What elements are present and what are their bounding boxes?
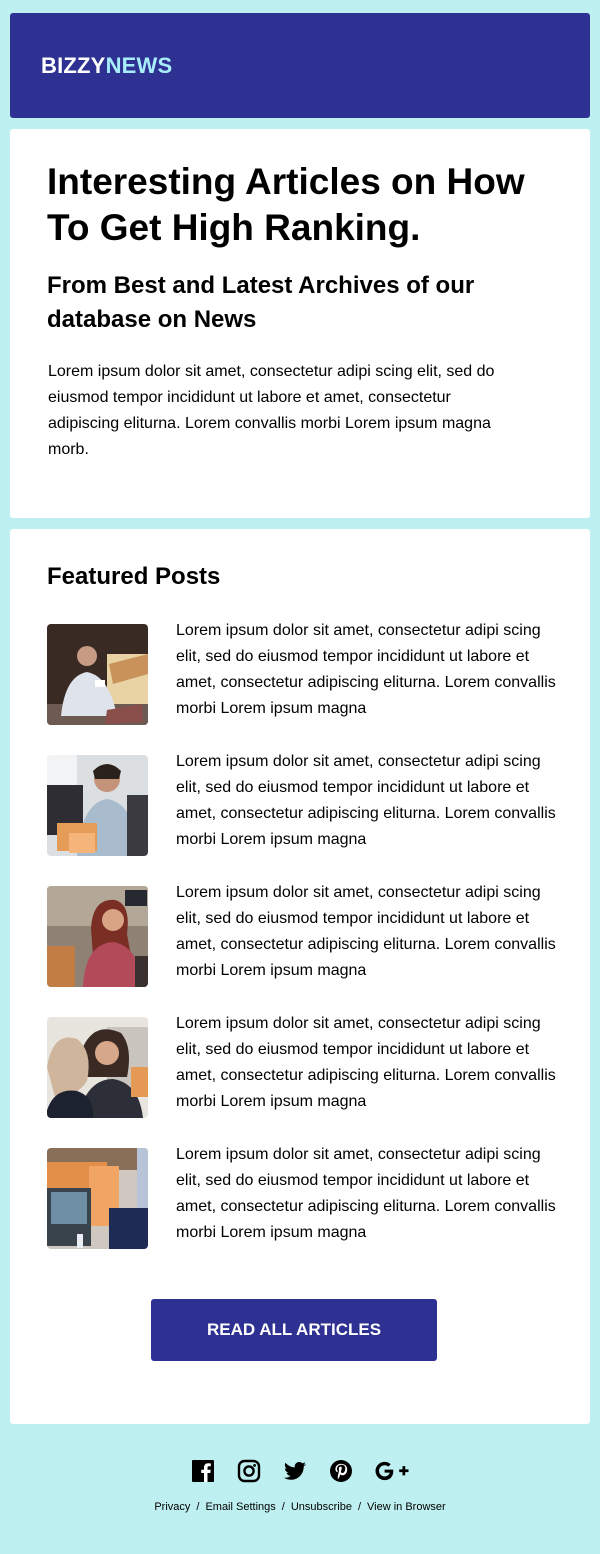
post-item[interactable] bbox=[47, 755, 557, 856]
hero-subtitle: From Best and Latest Archives of our database on News bbox=[47, 272, 475, 333]
email-header bbox=[10, 13, 590, 118]
google-plus-icon[interactable] bbox=[375, 1459, 409, 1483]
brand-logo[interactable] bbox=[41, 53, 172, 79]
post-excerpt: Lorem ipsum dolor sit amet, consectetur adipi scing elit, sed do eiusmod tempor incididunt ut labore et amet, consectetur adipiscing eliturna. Lorem convallis morbi Lorem ipsum magna bbox=[176, 1015, 556, 1110]
post-item[interactable] bbox=[47, 886, 557, 987]
unsubscribe-link[interactable]: Unsubscribe bbox=[290, 1501, 352, 1513]
hero-body: Lorem ipsum dolor sit amet, consectetur adipi scing elit, sed do eiusmod tempor incididunt ut labore et amet, consectetur adipiscing eliturna. Lorem convallis morbi Lorem ipsum magna morb. bbox=[48, 363, 495, 458]
brand-logo-part1: BIZZY bbox=[41, 53, 106, 78]
featured-posts-heading: Featured Posts bbox=[47, 563, 221, 590]
instagram-icon[interactable] bbox=[237, 1459, 261, 1483]
view-in-browser-link[interactable]: View in Browser bbox=[367, 1501, 446, 1513]
post-thumbnail[interactable] bbox=[47, 886, 148, 987]
pinterest-icon[interactable] bbox=[329, 1459, 353, 1483]
post-excerpt: Lorem ipsum dolor sit amet, consectetur adipi scing elit, sed do eiusmod tempor incididunt ut labore et amet, consectetur adipiscing eliturna. Lorem convallis morbi Lorem ipsum magna bbox=[176, 1146, 556, 1241]
email-settings-link[interactable]: Email Settings bbox=[205, 1501, 276, 1513]
hero-card bbox=[10, 129, 590, 518]
post-item[interactable] bbox=[47, 1148, 557, 1249]
post-thumbnail[interactable] bbox=[47, 1148, 148, 1249]
post-thumbnail[interactable] bbox=[47, 755, 148, 856]
post-thumbnail[interactable] bbox=[47, 1017, 148, 1118]
twitter-icon[interactable] bbox=[283, 1459, 307, 1483]
post-excerpt: Lorem ipsum dolor sit amet, consectetur adipi scing elit, sed do eiusmod tempor incididunt ut labore et amet, consectetur adipiscing eliturna. Lorem convallis morbi Lorem ipsum magna bbox=[176, 622, 556, 717]
read-all-articles-button[interactable]: READ ALL ARTICLES bbox=[151, 1299, 437, 1361]
footer-separator: / bbox=[196, 1501, 200, 1513]
post-thumbnail[interactable] bbox=[47, 624, 148, 725]
privacy-link[interactable]: Privacy bbox=[154, 1501, 191, 1513]
social-icons bbox=[0, 1459, 600, 1483]
post-excerpt: Lorem ipsum dolor sit amet, consectetur adipi scing elit, sed do eiusmod tempor incididunt ut labore et amet, consectetur adipiscing eliturna. Lorem convallis morbi Lorem ipsum magna bbox=[176, 884, 556, 979]
footer-links bbox=[0, 1501, 600, 1513]
post-item[interactable] bbox=[47, 624, 557, 725]
hero-title: Interesting Articles on How To Get High Ranking. bbox=[47, 161, 525, 248]
footer-separator: / bbox=[357, 1501, 362, 1513]
post-excerpt: Lorem ipsum dolor sit amet, consectetur adipi scing elit, sed do eiusmod tempor incididunt ut labore et amet, consectetur adipiscing eliturna. Lorem convallis morbi Lorem ipsum magna bbox=[176, 753, 556, 848]
post-item[interactable] bbox=[47, 1017, 557, 1118]
facebook-icon[interactable] bbox=[191, 1459, 215, 1483]
footer-separator: / bbox=[281, 1501, 285, 1513]
featured-posts-card bbox=[10, 529, 590, 1424]
brand-logo-part2: NEWS bbox=[105, 53, 173, 78]
